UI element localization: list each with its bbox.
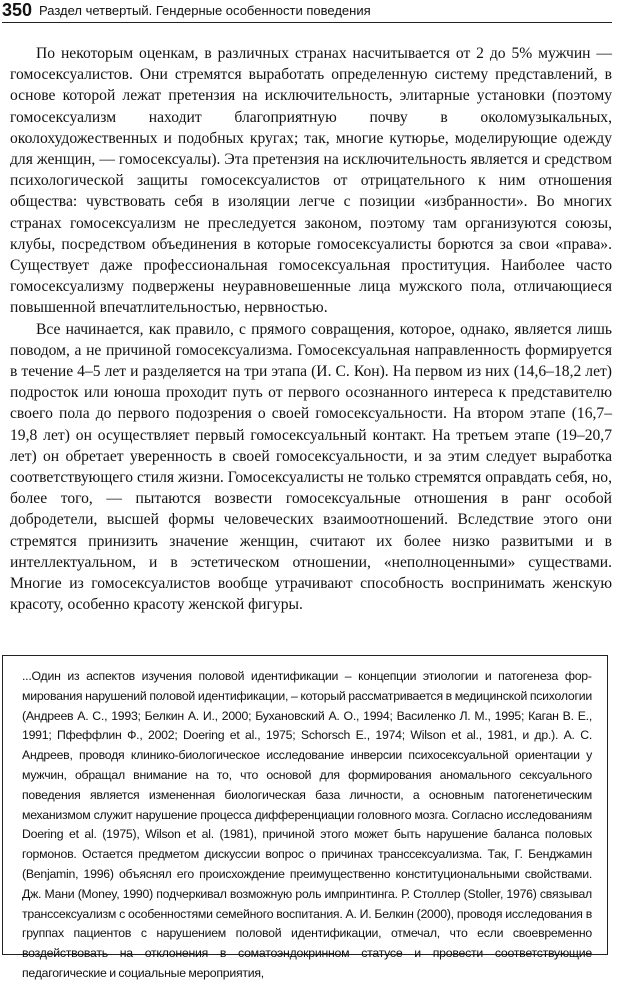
paragraph: По некоторым оценкам, в различных странах насчитывается от 2 до 5% мужчин — гомосексуалистов. Они стремятся выработать определенную систему представлений, в основе которой лежат претензия на исключительность, элитарные установки (поэтому гомосексуализм находит благоприятную почву в околомузыкальных, околохудожественных и подобных кругах; так, многие кутюрье, моделирующие одежду для женщин, — гомосексуалы). Эта претензия на исключительность является и средством психологической защиты гомосексуалистов от отрицательного к ним отношения общества: чувствовать себя в изоляции легче с позиции «избранности». Во многих странах гомосексуализм не преследуется законом, поэтому там организуются союзы, клубы, посредством объединения в которые гомосексуалисты борются за свои «права». Существует даже профессиональная гомосексуальная проституция. Наиболее часто гомосексуализму подвержены неуравновешенные лица мужского пола, отличающиеся повышенной впечатлительностью, нервностью. [10, 45, 612, 317]
section-title: Раздел четвертый. Гендерные особенности поведения [39, 3, 371, 18]
running-header [2, 0, 612, 23]
sidebar-paragraph: ...Один из аспектов изучения половой идентификации – концепции этиологии и патогенеза формирования нарушений половой идентификации, – который рассматривается в медицинской психологии (Андреев А. С., 1993; Белкин А. И., 2000; Бухановский А. О., 1994; Василенко Л. М., 1995; Каган В. Е., 1991; Пфеффлин Ф., 2002; Doering et al., 1975; Schorsch E., 1974; Wilson et al., 1981, и др.). А. С. Андреев, проводя клинико-биологическое исследование инверсии психосексуальной ориентации у мужчин, обращал внимание на то, что основой для формирования аномального сексуального поведения является измененная биологическая база личности, а основным патогенетическим механизмом служит нарушение процесса дифференциации головного мозга. Согласно исследованиям Doering et al. (1975), Wilson et al. (1981), причиной этого может быть нарушение баланса половых гормонов. Остается предметом дискуссии вопрос о причинах транссексуализма. Так, Г. Бенджамин (Benjamin, 1996) объяснял его происхождение преимущественно конституциональными свойствами. Дж. Мани (Money, 1990) подчеркивал возможную роль импринтинга. Р. Столлер (Stoller, 1976) связывал транссексуализм с особенностями семейного воспитания. А. И. Белкин (2000), проводя исследования в группах пациентов с нарушением половой идентификации, отмечал, что если своевременно воздействовать на отклонения в соматоэндокринном статусе и провести соответствующие педагогические и социальные мероприятия, [22, 669, 592, 980]
paragraph: Все начинается, как правило, с прямого совращения, которое, однако, является лишь поводом, а не причиной гомосексуализма. Гомосексуальная направленность формируется в течение 4–5 лет и разделяется на три этапа (И. С. Кон). На первом из них (14,6–18,2 лет) подросток или юноша проходит путь от первого осознанного интереса к представителю своего пола до первого подозрения о своей гомосексуальности. На втором этапе (16,7–19,8 лет) он осуществляет первый гомосексуальный контакт. На третьем этапе (19–20,7 лет) он обретает уверенность в своей гомосексуальности, и за этим следует выработка соответствующего стиля жизни. Гомосексуалисты не только стремятся оправдать себя, но, более того, — пытаются возвести гомосексуальные отношения в ранг особой добродетели, высшей формы человеческих взаимоотношений. Вследствие этого они стремятся принизить значение женщин, считают их более низко развитыми и в интеллектуальном, и в эстетическом отношении, «неполноценными» существами. Многие из гомосексуалистов вообще утрачивают способность воспринимать женскую красоту, особенно красоту женской фигуры. [10, 320, 612, 614]
main-text [10, 43, 612, 615]
sidebar-box [22, 667, 592, 984]
page-number: 350 [2, 0, 33, 20]
